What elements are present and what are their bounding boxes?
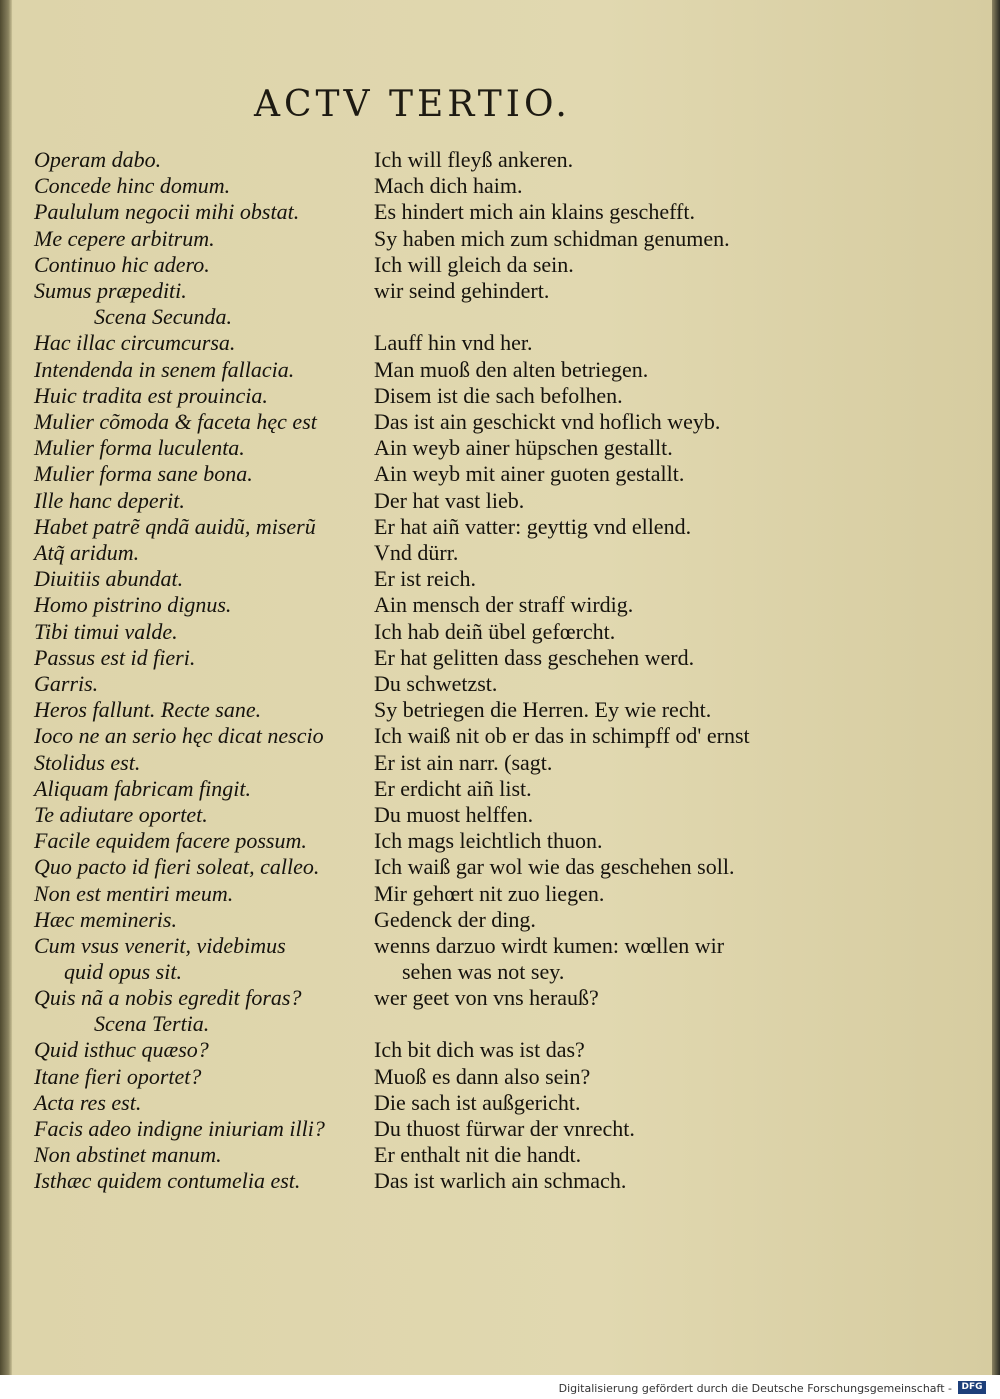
german-line: Disem ist die sach befolhen. — [374, 383, 623, 408]
latin-line: Huic tradita est prouincia. — [34, 383, 268, 408]
german-line: Mir gehœrt nit zuo liegen. — [374, 881, 605, 906]
german-line: Ain weyb mit ainer guoten gestallt. — [374, 461, 685, 486]
latin-line: Non est mentiri meum. — [34, 881, 234, 906]
german-line: Ain weyb ainer hüpschen gestallt. — [374, 435, 673, 460]
binding-edge — [0, 0, 12, 1375]
german-line: Er ist reich. — [374, 566, 477, 591]
german-line: Du schwetzst. — [374, 671, 498, 696]
german-line: Du thuost fürwar der vnrecht. — [374, 1116, 635, 1141]
german-line: Er enthalt nit die handt. — [374, 1142, 582, 1167]
german-line: Sy betriegen die Herren. Ey wie recht. — [374, 697, 712, 722]
latin-line: Quid isthuc quæso? — [34, 1037, 209, 1062]
german-line: wenns darzuo wirdt kumen: wœllen wir — [374, 933, 725, 958]
right-edge — [992, 0, 1000, 1375]
latin-line: Facile equidem facere possum. — [34, 828, 307, 853]
german-line: wer geet von vns herauß? — [374, 985, 599, 1010]
german-line: Er hat aiñ vatter: geyttig vnd ellend. — [374, 514, 692, 539]
running-header: ACTV TERTIO. — [254, 84, 571, 125]
german-line: Das ist ain geschickt vnd hoflich weyb. — [374, 409, 721, 434]
latin-line: Te adiutare oportet. — [34, 802, 208, 827]
german-line: Der hat vast lieb. — [374, 488, 525, 513]
german-line: Ich hab deiñ übel gefœrcht. — [374, 619, 616, 644]
latin-line: Me cepere arbitrum. — [34, 226, 215, 251]
german-line: Ich waiß gar wol wie das geschehen soll. — [374, 854, 735, 879]
latin-line: Homo pistrino dignus. — [34, 592, 232, 617]
latin-line: Acta res est. — [34, 1090, 142, 1115]
german-line: Ich waiß nit ob er das in schimpff od' ernst — [374, 723, 750, 748]
latin-line: Mulier forma luculenta. — [34, 435, 245, 460]
latin-line: Facis adeo indigne iniuriam illi? — [34, 1116, 325, 1141]
latin-line: Concede hinc domum. — [34, 173, 231, 198]
german-line: wir seind gehindert. — [374, 278, 550, 303]
latin-line: Continuo hic adero. — [34, 252, 210, 277]
german-line: Mach dich haim. — [374, 173, 523, 198]
latin-line: Operam dabo. — [34, 147, 162, 172]
german-line: Es hindert mich ain klains geschefft. — [374, 199, 695, 224]
latin-line: Non abstinet manum. — [34, 1142, 222, 1167]
latin-line: quid opus sit. — [64, 959, 182, 984]
german-line: Er hat gelitten dass geschehen werd. — [374, 645, 695, 670]
latin-line: Atq̃ aridum. — [34, 540, 140, 565]
german-line: Ich will fleyß ankeren. — [374, 147, 574, 172]
german-line: Ich will gleich da sein. — [374, 252, 574, 277]
latin-line: Passus est id fieri. — [34, 645, 196, 670]
footer-bar — [0, 1375, 1000, 1399]
latin-line: Diuitiis abundat. — [34, 566, 184, 591]
latin-line: Hac illac circumcursa. — [34, 330, 236, 355]
latin-line: Stolidus est. — [34, 750, 141, 775]
latin-line: Garris. — [34, 671, 99, 696]
latin-line: Ille hanc deperit. — [34, 488, 185, 513]
german-line: Sy haben mich zum schidman genumen. — [374, 226, 730, 251]
latin-line: Hæc memineris. — [34, 907, 177, 932]
german-line: Ain mensch der straff wirdig. — [374, 592, 634, 617]
scene-heading: Scena Tertia. — [94, 1011, 210, 1036]
german-line: Er erdicht aiñ list. — [374, 776, 532, 801]
latin-line: Intendenda in senem fallacia. — [34, 357, 295, 382]
latin-line: Sumus præpediti. — [34, 278, 187, 303]
german-line: Man muoß den alten betriegen. — [374, 357, 649, 382]
latin-line: Isthæc quidem contumelia est. — [34, 1168, 301, 1193]
latin-line: Quis nã a nobis egredit foras? — [34, 985, 302, 1010]
latin-line: Itane fieri oportet? — [34, 1064, 202, 1089]
german-line: Ich mags leichtlich thuon. — [374, 828, 603, 853]
latin-line: Habet patrẽ qndã auidũ, miserũ — [34, 514, 316, 539]
german-line: Muoß es dann also sein? — [374, 1064, 591, 1089]
latin-line: Aliquam fabricam fingit. — [34, 776, 251, 801]
german-line: sehen was not sey. — [402, 959, 565, 984]
german-line: Die sach ist außgericht. — [374, 1090, 581, 1115]
german-line: Du muost helffen. — [374, 802, 534, 827]
latin-line: Mulier cõmoda & faceta hęc est — [34, 409, 317, 434]
latin-line: Paululum negocii mihi obstat. — [34, 199, 300, 224]
footer-credit: Digitalisierung gefördert durch die Deutsche Forschungsgemeinschaft - — [558, 1382, 952, 1395]
german-line: Gedenck der ding. — [374, 907, 536, 932]
german-line: Lauff hin vnd her. — [374, 330, 533, 355]
latin-line: Cum vsus venerit, videbimus — [34, 933, 286, 958]
latin-line: Quo pacto id fieri soleat, calleo. — [34, 854, 320, 879]
latin-line: Mulier forma sane bona. — [34, 461, 253, 486]
german-line: Ich bit dich was ist das? — [374, 1037, 585, 1062]
latin-line: Tibi timui valde. — [34, 619, 178, 644]
german-line: Das ist warlich ain schmach. — [374, 1168, 627, 1193]
dfg-logo: DFG — [958, 1381, 986, 1394]
latin-line: Ioco ne an serio hęc dicat nescio — [34, 723, 324, 748]
german-line: Vnd dürr. — [374, 540, 459, 565]
german-line: Er ist ain narr. (sagt. — [374, 750, 553, 775]
latin-line: Heros fallunt. Recte sane. — [34, 697, 262, 722]
scene-heading: Scena Secunda. — [94, 304, 233, 329]
